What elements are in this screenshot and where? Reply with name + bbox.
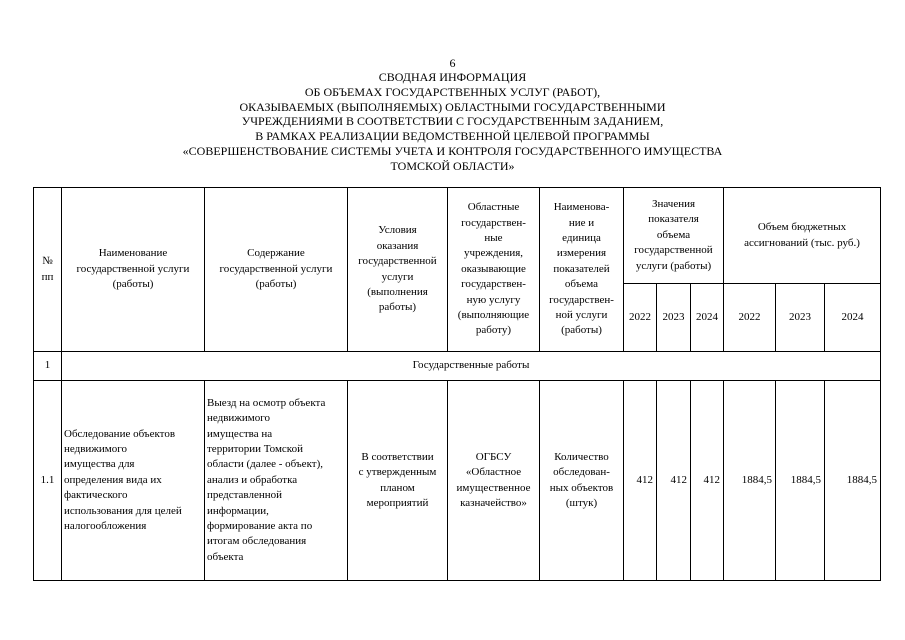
header-year: 2023 xyxy=(657,284,691,352)
heading-line: ОБ ОБЪЕМАХ ГОСУДАРСТВЕННЫХ УСЛУГ (РАБОТ), xyxy=(304,84,601,99)
row-value: 412 xyxy=(624,381,657,581)
header-num: № пп xyxy=(34,188,62,352)
row-value: 412 xyxy=(691,381,724,581)
heading-line: ОКАЗЫВАЕМЫХ (ВЫПОЛНЯЕМЫХ) ОБЛАСТНЫМИ ГОСУДАРСТВЕННЫМИ xyxy=(239,99,666,114)
section-num: 1 xyxy=(34,352,62,381)
row-service-name: Обследование объектов недвижимого имущества для определения вида их фактического использования для целей налогообложения xyxy=(62,381,205,581)
heading-line: В РАМКАХ РЕАЛИЗАЦИИ ВЕДОМСТВЕННОЙ ЦЕЛЕВОЙ ПРОГРАММЫ xyxy=(255,129,650,144)
heading-line: УЧРЕЖДЕНИЯМИ В СООТВЕТСТВИИ С ГОСУДАРСТВЕННЫМ ЗАДАНИЕМ, xyxy=(241,114,664,129)
row-content: Выезд на осмотр объекта недвижимого имущества на территории Томской области (далее - объект), анализ и обработка представленной информации, формирование акта по итогам обследования объекта xyxy=(205,381,348,581)
header-year: 2022 xyxy=(624,284,657,352)
header-content: Содержание государственной услуги (работы) xyxy=(205,188,348,352)
row-budget: 1884,5 xyxy=(776,381,825,581)
page-number: 6 xyxy=(449,56,456,70)
summary-table xyxy=(33,187,881,581)
header-year: 2022 xyxy=(724,284,776,352)
row-indicator: Количество обследован- ных объектов (штук) xyxy=(540,381,624,581)
header-service-name: Наименование государственной услуги (работы) xyxy=(62,188,205,352)
row-value: 412 xyxy=(657,381,691,581)
header-institutions: Областные государствен- ные учреждения, оказывающие государствен- ную услугу (выполняющие работу) xyxy=(448,188,540,352)
heading-line: ТОМСКОЙ ОБЛАСТИ» xyxy=(390,158,515,173)
heading-line: «СОВЕРШЕНСТВОВАНИЕ СИСТЕМЫ УЧЕТА И КОНТРОЛЯ ГОСУДАРСТВЕННОГО ИМУЩЕСТВА xyxy=(182,143,723,158)
row-institution: ОГБСУ «Областное имущественное казначейство» xyxy=(448,381,540,581)
header-year: 2023 xyxy=(776,284,825,352)
header-budget: Объем бюджетных ассигнований (тыс. руб.) xyxy=(724,188,881,284)
table-header-row xyxy=(34,188,881,284)
header-conditions: Условия оказания государственной услуги (выполнения работы) xyxy=(348,188,448,352)
section-row xyxy=(34,352,881,381)
row-conditions: В соответствии с утвержденным планом мероприятий xyxy=(348,381,448,581)
section-title: Государственные работы xyxy=(62,352,881,381)
row-budget: 1884,5 xyxy=(825,381,881,581)
header-indicator: Наименова- ние и единица измерения показателей объема государствен- ной услуги (работы) xyxy=(540,188,624,352)
header-values: Значения показателя объема государственной услуги (работы) xyxy=(624,188,724,284)
row-budget: 1884,5 xyxy=(724,381,776,581)
row-num: 1.1 xyxy=(34,381,62,581)
header-year: 2024 xyxy=(691,284,724,352)
table-row xyxy=(34,381,881,581)
document-heading xyxy=(0,70,905,174)
header-year: 2024 xyxy=(825,284,881,352)
heading-line: СВОДНАЯ ИНФОРМАЦИЯ xyxy=(378,70,527,84)
